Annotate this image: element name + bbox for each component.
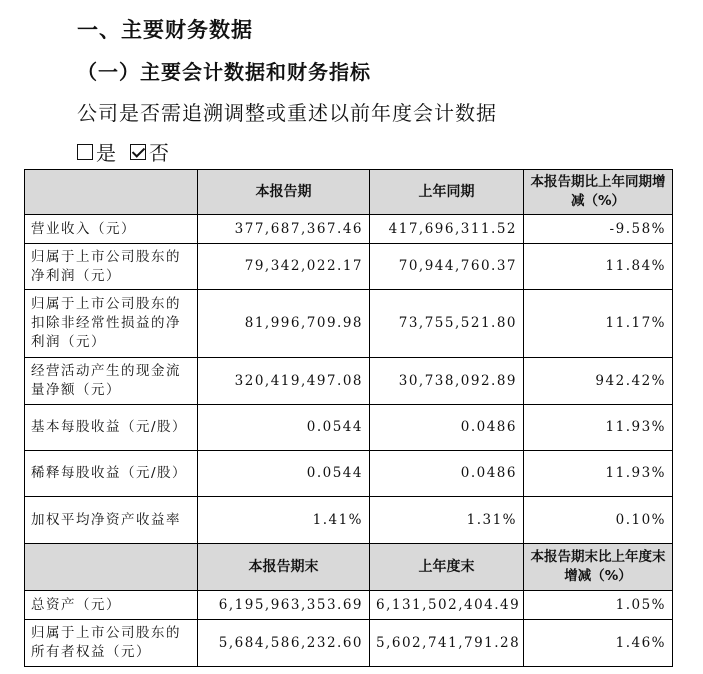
subsection-title: （一）主要会计数据和财务指标 [77,60,371,84]
header-prior-year-end: 上年度末 [370,544,524,591]
change-value: 942.42% [524,358,673,405]
current-value: 1.41% [198,497,370,544]
change-value: -9.58% [524,215,673,244]
header-current-period: 本报告期 [198,170,370,215]
change-value: 11.93% [524,451,673,497]
current-value: 5,684,586,232.60 [198,620,370,667]
prior-value: 73,755,521.80 [370,290,524,358]
header-blank-cell [25,544,198,591]
checkbox-yes-icon[interactable] [77,144,93,160]
table-row [25,405,673,451]
header-period-end-change: 本报告期末比上年度末增减（%） [524,544,673,591]
change-value: 1.46% [524,620,673,667]
row-label: 稀释每股收益（元/股） [25,451,198,497]
header-prior-period: 上年同期 [370,170,524,215]
prior-value: 5,602,741,791.28 [370,620,524,667]
current-value: 81,996,709.98 [198,290,370,358]
restatement-question: 公司是否需追溯调整或重述以前年度会计数据 [77,101,497,125]
current-value: 79,342,022.17 [198,244,370,290]
current-value: 0.0544 [198,405,370,451]
current-value: 0.0544 [198,451,370,497]
table-row [25,244,673,290]
table-row [25,451,673,497]
restatement-options [77,137,169,166]
header-yoy-change: 本报告期比上年同期增减（%） [524,170,673,215]
prior-value: 417,696,311.52 [370,215,524,244]
change-value: 1.05% [524,591,673,620]
header-period-end: 本报告期末 [198,544,370,591]
table-row [25,497,673,544]
prior-value: 0.0486 [370,451,524,497]
row-label: 归属于上市公司股东的净利润（元） [25,244,198,290]
row-label: 归属于上市公司股东的所有者权益（元） [25,620,198,667]
header-blank-cell [25,170,198,215]
table-row [25,290,673,358]
table-row [25,215,673,244]
checkbox-no-checked-icon[interactable] [130,144,146,160]
current-value: 377,687,367.46 [198,215,370,244]
prior-value: 1.31% [370,497,524,544]
option-yes-label: 是 [96,141,116,165]
change-value: 11.84% [524,244,673,290]
table-row [25,591,673,620]
table-header-row-balance [25,544,673,591]
change-value: 11.17% [524,290,673,358]
table-row [25,620,673,667]
prior-value: 70,944,760.37 [370,244,524,290]
change-value: 11.93% [524,405,673,451]
prior-value: 0.0486 [370,405,524,451]
current-value: 320,419,497.08 [198,358,370,405]
row-label: 加权平均净资产收益率 [25,497,198,544]
row-label: 营业收入（元） [25,215,198,244]
current-value: 6,195,963,353.69 [198,591,370,620]
row-label: 经营活动产生的现金流量净额（元） [25,358,198,405]
prior-value: 30,738,092.89 [370,358,524,405]
row-label: 归属于上市公司股东的扣除非经常性损益的净利润（元） [25,290,198,358]
section-title: 一、主要财务数据 [77,18,253,42]
row-label: 基本每股收益（元/股） [25,405,198,451]
table-header-row [25,170,673,215]
prior-value: 6,131,502,404.49 [370,591,524,620]
change-value: 0.10% [524,497,673,544]
option-no-label: 否 [149,141,169,165]
financial-data-table [24,169,673,667]
table-row [25,358,673,405]
row-label: 总资产（元） [25,591,198,620]
